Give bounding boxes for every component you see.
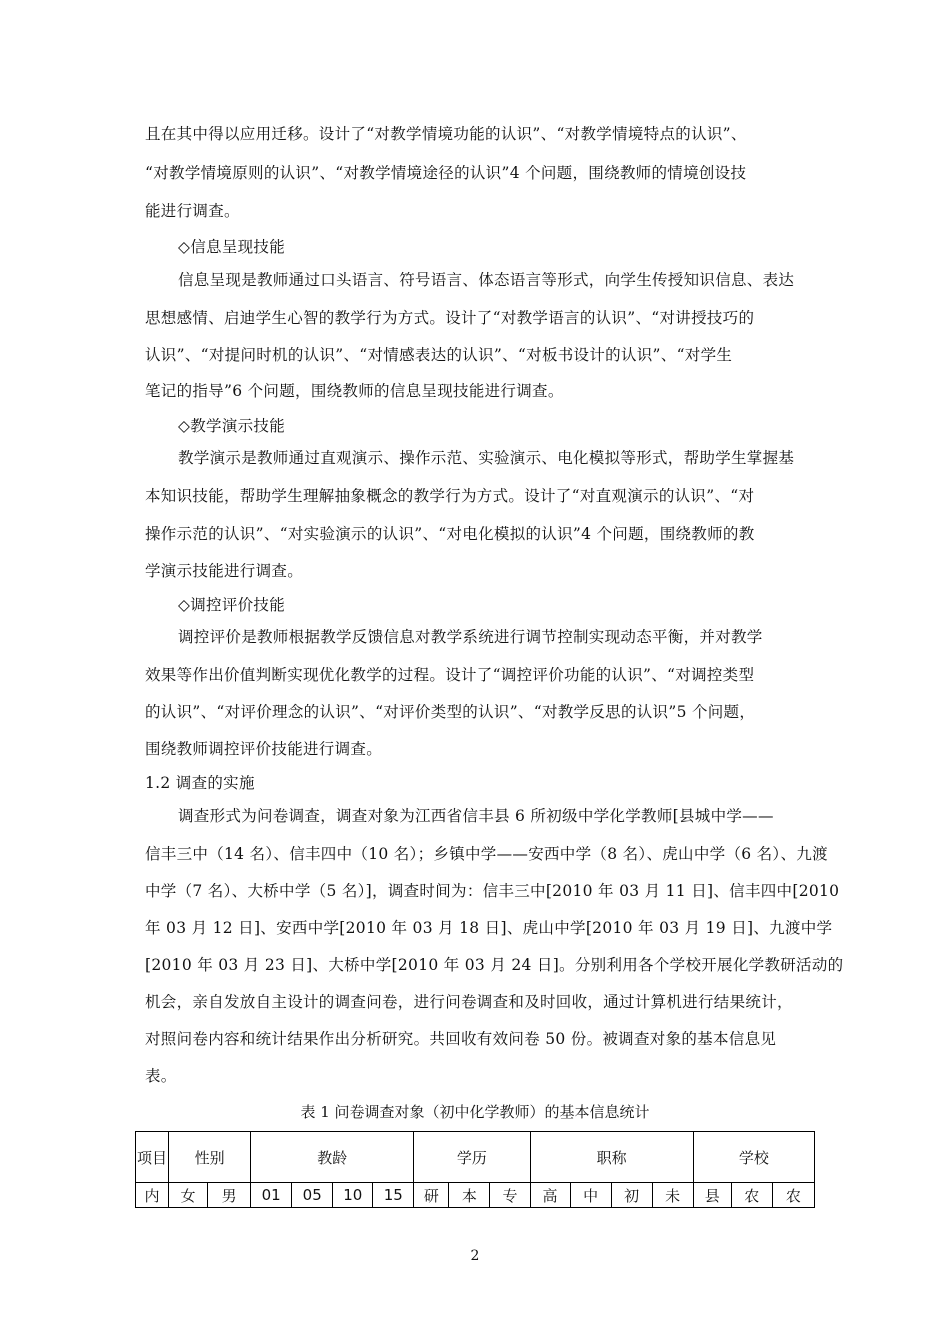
- header-teaching-age: 教龄: [251, 1132, 414, 1183]
- table-cell: 研: [414, 1183, 449, 1208]
- header-item: 项目: [136, 1132, 169, 1183]
- table-cell: 未: [652, 1183, 693, 1208]
- text-line: 操作示范的认识”、“对实验演示的认识”、“对电化模拟的认识”4 个问题，围绕教师的教: [145, 525, 755, 543]
- text-line: 中学（7 名）、大桥中学（5 名）]，调查时间为：信丰三中[2010 年 03 月 11 日]、信丰四中[2010: [145, 882, 840, 900]
- text-line: 机会，亲自发放自主设计的调查问卷，进行问卷调查和及时回收，通过计算机进行结果统计，: [145, 993, 793, 1011]
- table-cell: 女: [169, 1183, 208, 1208]
- table-cell: 农: [772, 1183, 814, 1208]
- header-education: 学历: [414, 1132, 530, 1183]
- header-gender: 性别: [169, 1132, 251, 1183]
- table-cell: 15: [373, 1183, 414, 1208]
- table-cell: 10: [333, 1183, 373, 1208]
- table-cell: 男: [208, 1183, 251, 1208]
- text-line: 且在其中得以应用迁移。设计了“对教学情境功能的认识”、“对教学情境特点的认识”、: [145, 125, 747, 143]
- text-line: 调控评价是教师根据教学反馈信息对教学系统进行调节控制实现动态平衡，并对教学: [178, 628, 763, 646]
- header-school: 学校: [693, 1132, 814, 1183]
- text-line: 表。: [145, 1067, 177, 1085]
- subheading: ◇信息呈现技能: [178, 238, 286, 256]
- text-line: 能进行调查。: [145, 202, 240, 220]
- info-table: [135, 1131, 815, 1208]
- text-line: “对教学情境原则的认识”、“对教学情境途径的认识”4 个问题，围绕教师的情境创设技: [145, 164, 747, 182]
- section-heading: 1.2 调查的实施: [145, 774, 255, 792]
- text-line: 学演示技能进行调查。: [145, 562, 304, 580]
- table-cell: 高: [530, 1183, 570, 1208]
- text-line: 笔记的指导”6 个问题，围绕教师的信息呈现技能进行调查。: [145, 382, 564, 400]
- text-line: 信息呈现是教师通过口头语言、符号语言、体态语言等形式，向学生传授知识信息、表达: [178, 271, 795, 289]
- subheading: ◇调控评价技能: [178, 596, 286, 614]
- page-number: 2: [470, 1248, 480, 1264]
- text-line: 思想感情、启迪学生心智的教学行为方式。设计了“对教学语言的认识”、“对讲授技巧的: [145, 309, 755, 327]
- table-cell: 05: [292, 1183, 333, 1208]
- table-header-row: [136, 1132, 815, 1183]
- text-line: 年 03 月 12 日]、安西中学[2010 年 03 月 18 日]、虎山中学[2010 年 03 月 19 日]、九渡中学: [145, 919, 833, 937]
- header-title: 职称: [530, 1132, 693, 1183]
- text-line: 调查形式为问卷调查，调查对象为江西省信丰县 6 所初级中学化学教师[县城中学——: [178, 807, 774, 825]
- table-row: [136, 1183, 815, 1208]
- table-cell: 初: [611, 1183, 652, 1208]
- table-cell: 中: [570, 1183, 611, 1208]
- text-line: [2010 年 03 月 23 日]、大桥中学[2010 年 03 月 24 日]。分别利用各个学校开展化学教研活动的: [145, 956, 844, 974]
- table-caption: 表 1 问卷调查对象（初中化学教师）的基本信息统计: [300, 1103, 650, 1121]
- subheading: ◇教学演示技能: [178, 417, 286, 435]
- table-cell: 内: [136, 1183, 169, 1208]
- text-line: 的认识”、“对评价理念的认识”、“对评价类型的认识”、“对教学反思的认识”5 个问题，: [145, 703, 756, 721]
- text-line: 教学演示是教师通过直观演示、操作示范、实验演示、电化模拟等形式，帮助学生掌握基: [178, 449, 795, 467]
- text-line: 信丰三中（14 名）、信丰四中（10 名）；乡镇中学——安西中学（8 名）、虎山中学（6 名）、九渡: [145, 845, 828, 863]
- text-line: 效果等作出价值判断实现优化教学的过程。设计了“调控评价功能的认识”、“对调控类型: [145, 666, 755, 684]
- table-cell: 专: [490, 1183, 530, 1208]
- table-cell: 01: [251, 1183, 292, 1208]
- text-line: 本知识技能，帮助学生理解抽象概念的教学行为方式。设计了“对直观演示的认识”、“对: [145, 487, 755, 505]
- text-line: 对照问卷内容和统计结果作出分析研究。共回收有效问卷 50 份。被调查对象的基本信息见: [145, 1030, 777, 1048]
- table-cell: 县: [693, 1183, 731, 1208]
- text-line: 围绕教师调控评价技能进行调查。: [145, 740, 383, 758]
- table-cell: 本: [449, 1183, 490, 1208]
- table-cell: 农: [731, 1183, 772, 1208]
- text-line: 认识”、“对提问时机的认识”、“对情感表达的认识”、“对板书设计的认识”、“对学生: [145, 346, 733, 364]
